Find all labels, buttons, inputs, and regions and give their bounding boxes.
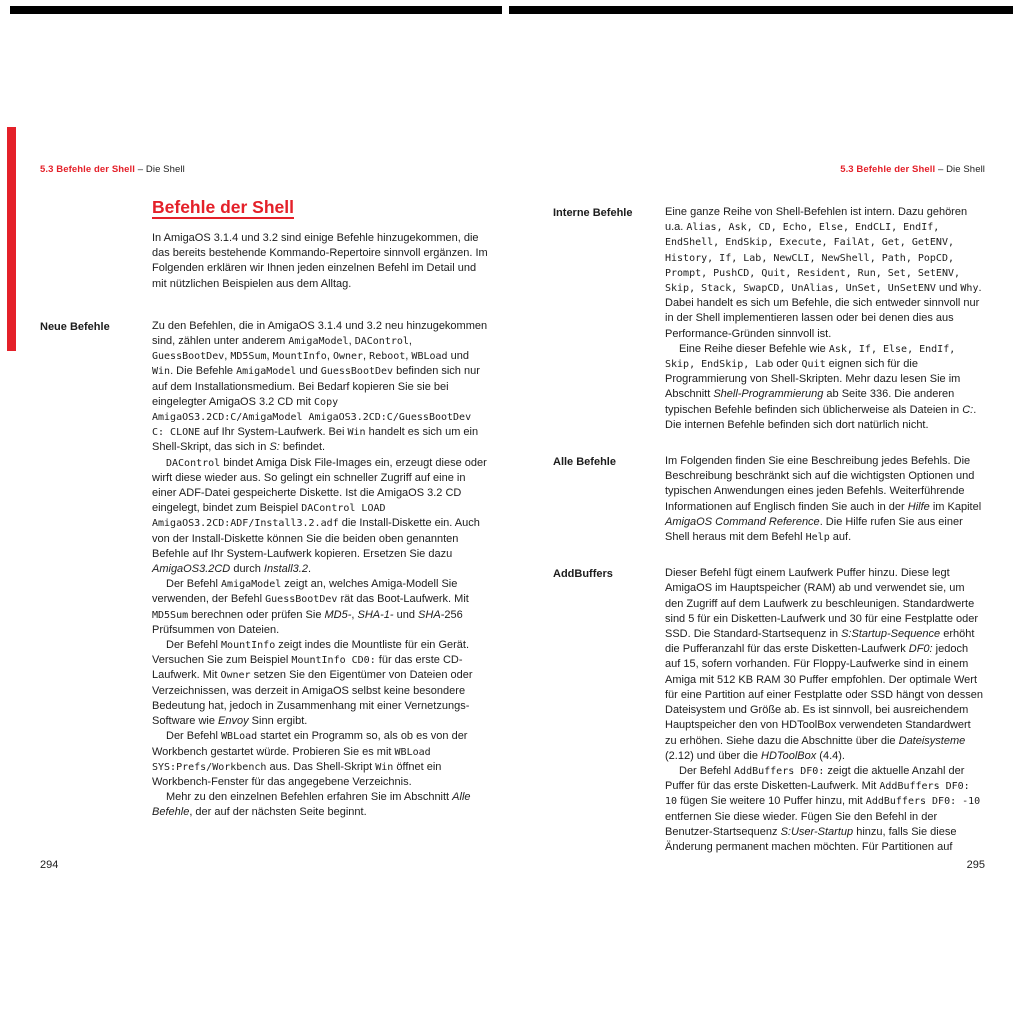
body-text: zeigt an, welches Amiga-Modell Sie verwenden, der Befehl xyxy=(152,578,458,606)
left-page xyxy=(40,196,488,821)
body-text: und xyxy=(393,608,419,621)
body-text: aus. Das Shell-Skript xyxy=(266,760,376,773)
margin-label-empty xyxy=(40,196,152,197)
paragraph xyxy=(152,456,488,578)
section xyxy=(553,454,985,545)
emphasis-text: AmigaOS3.2CD xyxy=(152,563,231,576)
body-text: Im Folgenden finden Sie eine Beschreibung jedes Befehls. Die Beschreibung beschränkt sich auf die wichtigsten Optionen und typischen Anwendungen eines jeden Befehls. Weiterführende Informationen auf Englisch finden Sie auch in der xyxy=(665,455,975,513)
body-text: , xyxy=(363,350,370,363)
margin-label: Interne Befehle xyxy=(553,207,633,219)
inline-code: MountInfo CD0: xyxy=(291,655,376,667)
section-content xyxy=(665,205,985,433)
emphasis-text: AmigaOS Command Reference xyxy=(665,515,820,528)
body-text: . Die Befehle xyxy=(170,365,237,378)
emphasis-text: C: xyxy=(962,403,974,416)
inline-code: Reboot xyxy=(369,351,406,363)
body-text: , xyxy=(326,350,333,363)
inline-code: Alias, Ask, CD, Echo, Else, EndCLI, EndIf, EndShell, EndSkip, Execute, FailAt, Get, GetENV, History, If, Lab, NewCLI, NewShell, Path, PopCD, Prompt, PushCD, Quit, Resident, Run, Set, SetENV, Skip, Stack, SwapCD, UnAlias, UnSet, UnSetENV xyxy=(665,222,961,295)
body-text: 256 Prüfsummen von Dateien. xyxy=(152,608,463,636)
body-text: , xyxy=(351,608,358,621)
inline-code: Quit xyxy=(801,359,826,371)
chapter-thumb-tab xyxy=(7,127,16,351)
section xyxy=(40,231,488,292)
section-content xyxy=(665,566,985,855)
body-text: zeigt die aktuelle Anzahl der Puffer für das erste Disketten-Laufwerk. Mit xyxy=(665,764,965,793)
top-edge-bar-right xyxy=(509,6,1013,14)
page-title: Befehle der Shell xyxy=(152,197,294,217)
section xyxy=(40,319,488,821)
emphasis-text: S: xyxy=(269,441,280,454)
body-text: jedoch auf 15, sofern vorhanden. Für Floppy-Laufwerke sind in einem Amiga mit 512 KB RAM 30 Puffer empfohlen. Der optimale Wert für eine Partition auf einer Festplatte oder SSD hängt von dessen Dateisystem und Größe ab. Es ist sinnvoll, bei ausreichendem Hauptspeicher den von HDToolBox verwendeten Standardwert zu erhöhen. Siehe dazu die Abschnitte über die xyxy=(665,643,983,747)
inline-code: MD5Sum xyxy=(152,609,189,621)
page-number-left: 294 xyxy=(40,859,59,871)
body-text: rät das Boot-Laufwerk. Mit xyxy=(337,593,469,606)
running-header-right xyxy=(840,164,985,175)
body-text: eignen sich für die Programmierung von Shell-Skripten. Mehr dazu lesen Sie im Abschnitt xyxy=(665,358,961,401)
body-text: . Die Hilfe rufen Sie aus einer Shell heraus mit dem Befehl xyxy=(665,515,963,544)
body-text: Eine Reihe dieser Befehle wie xyxy=(679,342,829,355)
inline-code: MountInfo xyxy=(272,351,327,363)
paragraph xyxy=(152,790,488,820)
inline-code: GuessBootDev xyxy=(320,366,394,378)
page-number-right: 295 xyxy=(966,859,985,871)
margin-label: Alle Befehle xyxy=(553,456,616,469)
inline-code: Win xyxy=(375,761,394,773)
body-text: befinden sich nur auf dem Installationsmedium. Bei Bedarf kopieren Sie sie bei eingelegter AmigaOS 3.2 CD mit xyxy=(152,365,480,408)
running-header-rest: – Die Shell xyxy=(935,164,985,175)
paragraph xyxy=(665,764,985,855)
body-text: öffnet ein Workbench-Fenster für das angegebene Verzeichnis. xyxy=(152,760,442,788)
paragraph xyxy=(665,205,985,342)
top-edge-bar-left xyxy=(10,6,502,14)
body-text: Der Befehl xyxy=(166,578,222,591)
body-text: und xyxy=(296,365,321,378)
right-page-sections xyxy=(553,205,985,855)
body-text: die Install-Diskette ein. Auch von der Install-Diskette können Sie die beiden oben genannten Befehle auf Ihr System-Laufwerk kopieren. Ersetzen Sie dazu xyxy=(152,517,480,560)
inline-code: WBLoad xyxy=(221,731,258,743)
body-text: , xyxy=(266,350,273,363)
body-text: (2.12) und über die xyxy=(665,749,762,762)
inline-code: MD5Sum xyxy=(230,351,267,363)
body-text: Der Befehl xyxy=(679,764,735,777)
body-text: setzen Sie den Eigentümer von Dateien oder Verzeichnissen, was derzeit in AmigaOS selbst keine besondere Bedeutung hat, jedoch in Zusammenhang mit einer Vernetzungs-Software wie xyxy=(152,669,473,728)
inline-code: WBLoad xyxy=(411,351,448,363)
running-header-section: 5.3 Befehle der Shell xyxy=(40,164,136,175)
paragraph xyxy=(152,638,488,729)
inline-code: Win xyxy=(152,366,171,378)
body-text: (4.4). xyxy=(816,749,845,762)
body-text: Dieser Befehl fügt einem Laufwerk Puffer hinzu. Diese legt AmigaOS im Hauptspeicher (RAM) ab und verwendet sie, um den Zugriff auf dem Laufwerk zu beschleunigen. Standardwerte sind 5 für ein Disketten-Laufwerk und 30 für eine Festplatte oder SSD. Die Standard-Startsequenz in xyxy=(665,567,979,641)
inline-code: Win xyxy=(347,427,366,439)
left-page-sections xyxy=(40,231,488,821)
body-text: , xyxy=(348,335,355,348)
inline-code: Copy AmigaOS3.2CD:C/AmigaModel AmigaOS3.2CD:C/GuessBootDev C: CLONE xyxy=(152,396,472,439)
running-header-section: 5.3 Befehle der Shell xyxy=(840,164,936,175)
inline-code: AmigaModel xyxy=(236,366,297,378)
inline-code: Ask, If, Else, EndIf, Skip, EndSkip, Lab xyxy=(665,343,956,371)
body-text: startet ein Programm so, als ob es von der Workbench gestartet würde. Probieren Sie es mit xyxy=(152,730,468,758)
body-text: . Dabei handelt es sich um Befehle, die sich entweder sinnvoll nur in der Shell implementieren lassen oder bei denen dies aus Performance-Gründen sinnvoll ist. xyxy=(665,282,982,340)
emphasis-text: Hilfe xyxy=(907,500,930,513)
body-text: , xyxy=(405,350,412,363)
body-text: auf. xyxy=(829,531,852,544)
inline-code: DAControl xyxy=(354,336,409,348)
margin-label: Neue Befehle xyxy=(40,320,110,333)
running-header-left xyxy=(40,164,185,175)
body-text: im Kapitel xyxy=(929,500,982,513)
body-text: bindet Amiga Disk File-Images ein, erzeugt diese oder wirft diese wieder aus. So gelingt ein schneller Zugriff auf eine in einer ADF-Datei gespeicherte Diskette. Ist die AmigaOS 3.2 CD eingelegt, bindet zum Beispiel xyxy=(152,456,487,515)
inline-code: AddBuffers DF0: 10 xyxy=(665,781,970,808)
paragraph xyxy=(152,577,488,638)
body-text: , der auf der nächsten Seite beginnt. xyxy=(189,806,367,819)
paragraph xyxy=(665,566,985,764)
paragraph xyxy=(152,319,488,456)
right-page xyxy=(553,205,985,876)
emphasis-text: S:Startup-Sequence xyxy=(841,628,941,641)
body-text: , xyxy=(224,350,231,363)
inline-code: GuessBootDev xyxy=(152,351,225,363)
inline-code: GuessBootDev xyxy=(265,594,338,606)
emphasis-text: HDToolBox xyxy=(761,749,817,762)
section-content xyxy=(152,319,488,821)
body-text: befindet. xyxy=(279,441,326,454)
title-row xyxy=(40,196,488,231)
emphasis-text: S:User-Startup xyxy=(780,825,854,838)
body-text: Der Befehl xyxy=(166,730,222,743)
emphasis-text: SHA-1- xyxy=(357,608,394,621)
paragraph xyxy=(152,729,488,790)
body-text: hinzu, falls Sie diese Änderung permanent machen möchten. Für Partitionen auf xyxy=(665,825,957,853)
body-text: berechnen oder prüfen Sie xyxy=(188,608,325,621)
inline-code: Owner xyxy=(220,670,251,682)
body-text: handelt es sich um ein Shell-Skript, das sich in xyxy=(152,426,479,454)
running-header-rest: – Die Shell xyxy=(135,164,185,175)
body-text: Eine ganze Reihe von Shell-Befehlen ist intern. Dazu gehören u.a. xyxy=(665,206,968,234)
inline-code: AmigaModel xyxy=(288,336,349,348)
section xyxy=(553,205,985,433)
emphasis-text: Dateisysteme xyxy=(898,734,966,747)
inline-code: AmigaModel xyxy=(221,579,282,591)
emphasis-text: Shell-Programmierung xyxy=(713,388,824,401)
body-text: Der Befehl xyxy=(166,639,222,652)
section-content xyxy=(665,454,985,545)
body-text: Zu den Befehlen, die in AmigaOS 3.1.4 und 3.2 neu hinzugekommen sind, zählen unter anderem xyxy=(152,319,488,348)
paragraph xyxy=(152,231,488,292)
body-text: . Die internen Befehle befinden sich dort natürlich nicht. xyxy=(665,403,977,431)
margin-label: AddBuffers xyxy=(553,568,613,581)
section xyxy=(553,566,985,855)
inline-code: Help xyxy=(805,532,830,544)
body-text: Mehr zu den einzelnen Befehlen erfahren Sie im Abschnitt xyxy=(166,791,453,804)
inline-code: DAControl LOAD AmigaOS3.2CD:ADF/Install3.2.adf xyxy=(152,503,386,530)
inline-code: WBLoad SYS:Prefs/Workbench xyxy=(152,746,431,773)
body-text: . xyxy=(307,563,311,576)
body-text: fügen Sie weitere 10 Puffer hinzu, mit xyxy=(677,795,866,808)
emphasis-text: Alle Befehle xyxy=(152,791,471,819)
emphasis-text: Envoy xyxy=(218,715,249,728)
body-text: auf Ihr System-Laufwerk. Bei xyxy=(200,426,348,439)
body-text: und xyxy=(447,350,469,363)
inline-code: AddBuffers DF0: -10 xyxy=(865,796,981,808)
body-text: zeigt indes die Mountliste für ein Gerät. Versuchen Sie zum Beispiel xyxy=(152,639,470,667)
body-text: oder xyxy=(773,358,802,371)
body-text: Sinn ergibt. xyxy=(248,715,308,728)
emphasis-text: DF0: xyxy=(908,643,933,656)
section-content xyxy=(152,231,488,292)
body-text: für das erste CD-Laufwerk. Mit xyxy=(152,654,463,682)
body-text: , xyxy=(408,335,412,348)
body-text: erhöht die Pufferanzahl für das erste Disketten-Laufwerk xyxy=(665,628,975,656)
inline-code: Owner xyxy=(332,351,364,363)
emphasis-text: MD5- xyxy=(324,608,352,621)
inline-code: DAControl xyxy=(166,457,221,469)
body-text: und xyxy=(935,282,961,295)
body-text: In AmigaOS 3.1.4 und 3.2 sind einige Befehle hinzugekommen, die das bereits bestehende Kommando-Repertoire sinnvoll ergänzen. Im Folgenden erklären wir Ihnen jeden einzelnen Befehl im Detail und mit nützlichen Beispielen aus dem Alltag. xyxy=(152,232,488,290)
paragraph xyxy=(665,342,985,433)
inline-code: MountInfo xyxy=(221,640,276,652)
body-text: durch xyxy=(230,563,264,576)
body-text: entfernen Sie diese wieder. Fügen Sie den Befehl in der Benutzer-Startsequenz xyxy=(665,810,938,838)
emphasis-text: Install3.2 xyxy=(263,563,308,576)
emphasis-text: SHA- xyxy=(418,608,445,621)
inline-code: AddBuffers DF0: xyxy=(734,765,825,777)
inline-code: Why xyxy=(960,283,979,295)
paragraph xyxy=(665,454,985,545)
body-text: ab Seite 336. Die anderen typischen Befehle befinden sich üblicherweise als Dateien in xyxy=(665,388,963,416)
margin-label-empty xyxy=(40,231,152,232)
